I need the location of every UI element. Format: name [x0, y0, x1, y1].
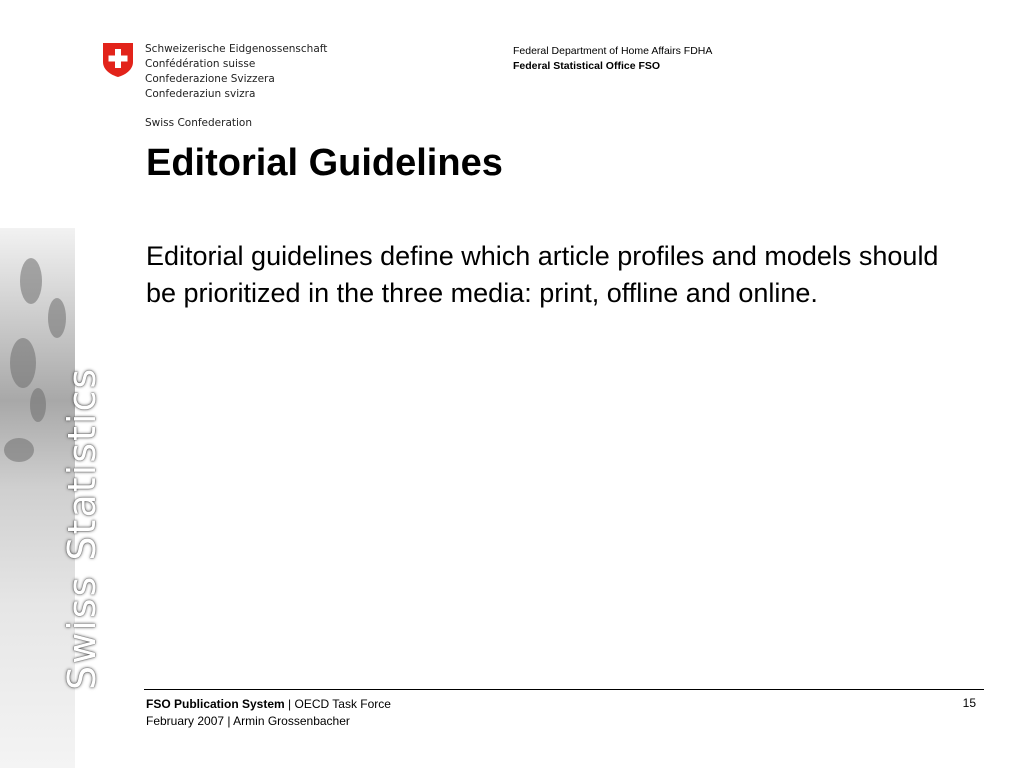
department-name: Federal Department of Home Affairs FDHA	[513, 45, 713, 57]
confederation-line: Schweizerische Eidgenossenschaft	[145, 43, 328, 55]
office-name: Federal Statistical Office FSO	[513, 59, 661, 72]
page-number: 15	[962, 696, 976, 710]
confederation-line: Confederaziun svizra	[145, 88, 256, 100]
footer-divider	[144, 689, 984, 690]
confederation-names	[145, 42, 327, 102]
swiss-flag-icon	[102, 42, 134, 78]
footer-system: FSO Publication System	[146, 697, 285, 711]
footer-line-1	[146, 696, 391, 713]
footer-date-author: February 2007 | Armin Grossenbacher	[146, 714, 350, 728]
footer	[146, 696, 391, 730]
footer-separator: |	[284, 697, 295, 711]
confederation-line: Confederazione Svizzera	[145, 73, 275, 85]
slide-body: Editorial guidelines define which article profiles and models should be prioritized in the three media: print, offline and online.	[146, 241, 939, 308]
footer-task-force: OECD Task Force	[294, 697, 391, 711]
confederation-line: Confédération suisse	[145, 58, 256, 70]
swiss-statistics-label: Swiss Statistics	[60, 366, 104, 690]
department-block	[513, 44, 712, 73]
swiss-confederation-label: Swiss Confederation	[145, 117, 253, 129]
slide-title: Editorial Guidelines	[146, 142, 503, 184]
